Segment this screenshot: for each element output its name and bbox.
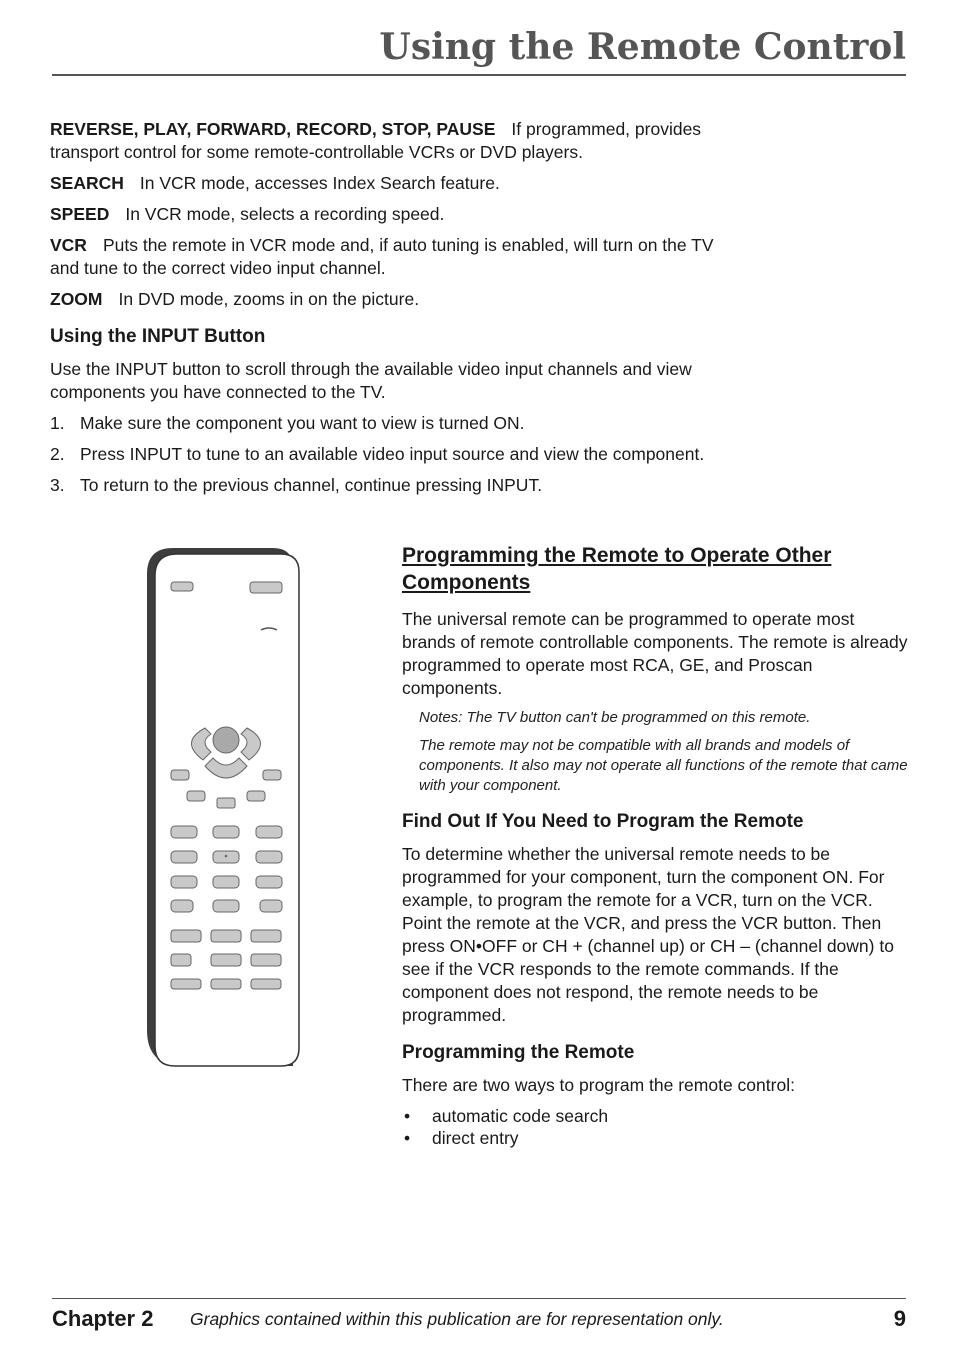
button — [171, 770, 189, 780]
header-rule — [52, 74, 906, 76]
programming-intro: The universal remote can be programmed to operate most brands of remote controllable components. The remote is already programmed to operate most RCA, GE, and Proscan components. — [402, 609, 908, 698]
programming-section — [402, 542, 908, 1149]
button-descriptions — [50, 118, 740, 505]
step-number: 2. — [50, 444, 65, 464]
find-out-heading: Find Out If You Need to Program the Remote — [402, 811, 804, 832]
button — [171, 851, 197, 863]
desc-search — [50, 172, 740, 195]
power-button — [171, 582, 193, 591]
button — [260, 900, 282, 912]
remote-control-illustration — [143, 546, 303, 1070]
input-intro: Use the INPUT button to scroll through the available video input channels and view components you have connected to the TV. — [50, 359, 692, 402]
button — [213, 826, 239, 838]
desc-text: In DVD mode, zooms in on the picture. — [118, 289, 420, 309]
note-tv-button: Notes: The TV button can't be programmed on this remote. — [419, 709, 811, 726]
button — [263, 770, 281, 780]
programming-remote-heading: Programming the Remote — [402, 1042, 635, 1063]
desc-text: If programmed, provides transport control for some remote-controllable VCRs or DVD players. — [50, 119, 702, 162]
programming-remote-text: There are two ways to program the remote control: — [402, 1075, 795, 1095]
list-item — [50, 443, 740, 466]
step-text: Press INPUT to tune to an available video input source and view the component. — [80, 444, 705, 464]
bullet-glyph: • — [404, 1106, 411, 1126]
center-dot — [225, 855, 228, 858]
list-item — [402, 1105, 908, 1127]
page-title: Using the Remote Control — [379, 26, 906, 68]
list-item-text: direct entry — [432, 1128, 519, 1148]
button — [187, 791, 205, 801]
step-text: To return to the previous channel, continue pressing INPUT. — [80, 475, 543, 495]
footer-note: Graphics contained within this publication are for representation only. — [190, 1309, 724, 1329]
button — [213, 900, 239, 912]
button — [251, 954, 281, 966]
desc-term: SEARCH — [50, 173, 124, 193]
button — [247, 791, 265, 801]
note-compatibility: The remote may not be compatible with all brands and models of components. It also may not operate all functions of the remote that came with your component. — [419, 737, 908, 794]
button — [211, 954, 241, 966]
desc-speed — [50, 203, 740, 226]
button — [251, 930, 281, 942]
button — [211, 930, 241, 942]
desc-text: In VCR mode, accesses Index Search feature. — [139, 173, 500, 193]
button — [256, 876, 282, 888]
button — [171, 876, 197, 888]
desc-vcr — [50, 234, 740, 280]
page-number: 9 — [893, 1306, 906, 1331]
programming-methods — [402, 1105, 908, 1149]
chapter-label: Chapter 2 — [52, 1306, 154, 1331]
desc-term: ZOOM — [50, 289, 103, 309]
desc-zoom — [50, 288, 740, 311]
button — [251, 979, 281, 989]
step-text: Make sure the component you want to view is turned ON. — [80, 413, 525, 433]
desc-term: SPEED — [50, 204, 110, 224]
input-steps — [50, 412, 740, 497]
input-heading: Using the INPUT Button — [50, 326, 266, 347]
desc-transport — [50, 118, 740, 164]
desc-term: REVERSE, PLAY, FORWARD, RECORD, STOP, PAUSE — [50, 119, 496, 139]
button — [213, 876, 239, 888]
step-number: 3. — [50, 475, 65, 495]
button — [256, 826, 282, 838]
button — [171, 930, 201, 942]
button — [171, 900, 193, 912]
desc-text: In VCR mode, selects a recording speed. — [125, 204, 445, 224]
list-item — [50, 474, 740, 497]
desc-text: Puts the remote in VCR mode and, if auto tuning is enabled, will turn on the TV and tune to the correct video input channel. — [50, 235, 714, 278]
desc-term: VCR — [50, 235, 87, 255]
button — [217, 798, 235, 808]
button — [211, 979, 241, 989]
button — [256, 851, 282, 863]
button — [171, 979, 201, 989]
programming-heading: Programming the Remote to Operate Other Components — [402, 544, 832, 594]
button — [171, 954, 191, 966]
list-item-text: automatic code search — [432, 1106, 609, 1126]
top-right-button — [250, 582, 282, 593]
list-item — [50, 412, 740, 435]
nav-ok-button — [213, 727, 239, 753]
find-out-text: To determine whether the universal remote needs to be programmed for your component, turn the component ON. For example, to program the remote for a VCR, turn on the VCR. Point the remote at the VCR, and press the VCR button. Then press ON•OFF or CH + (channel up) or CH – (channel down) to see if the VCR responds to the remote commands. If the component does not respond, the remote needs to be programmed. — [402, 844, 894, 1025]
button — [171, 826, 197, 838]
bullet-glyph: • — [404, 1128, 411, 1148]
footer-rule — [52, 1298, 906, 1299]
step-number: 1. — [50, 413, 65, 433]
list-item — [402, 1127, 908, 1149]
